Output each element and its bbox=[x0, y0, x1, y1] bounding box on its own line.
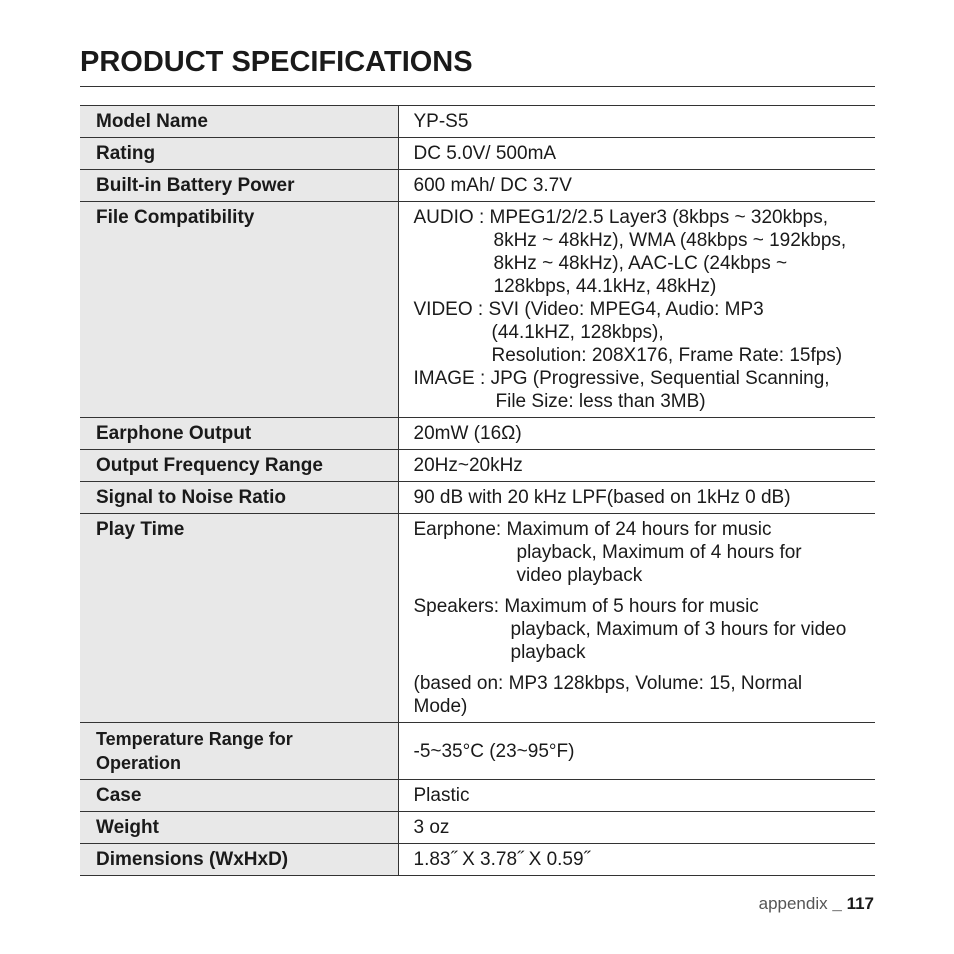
spec-label-weight: Weight bbox=[80, 812, 398, 844]
spec-value-earphone-output: 20mW (16Ω) bbox=[398, 418, 875, 450]
table-row bbox=[80, 138, 875, 170]
play-time-line: playback bbox=[510, 642, 586, 663]
page-footer bbox=[759, 894, 874, 914]
file-compat-line: IMAGE : JPG (Progressive, Sequential Scanning, bbox=[413, 368, 830, 389]
spec-value-file-compat bbox=[398, 202, 875, 418]
table-row bbox=[80, 202, 875, 418]
play-time-line: video playback bbox=[516, 565, 643, 586]
spec-value-rating: DC 5.0V/ 500mA bbox=[398, 138, 875, 170]
spec-label-model-name: Model Name bbox=[80, 106, 398, 138]
play-time-line: Mode) bbox=[413, 696, 468, 717]
file-compat-line: Resolution: 208X176, Frame Rate: 15fps) bbox=[491, 345, 843, 366]
table-row bbox=[80, 514, 875, 723]
file-compat-line: 128kbps, 44.1kHz, 48kHz) bbox=[493, 276, 717, 297]
title-divider bbox=[80, 86, 875, 87]
paragraph-gap bbox=[414, 664, 870, 672]
file-compat-line: (44.1kHZ, 128kbps), bbox=[491, 322, 664, 343]
spec-value-freq-range: 20Hz~20kHz bbox=[398, 450, 875, 482]
play-time-line: playback, Maximum of 4 hours for bbox=[516, 542, 802, 563]
spec-label-file-compat: File Compatibility bbox=[80, 202, 398, 418]
play-time-line: Earphone: Maximum of 24 hours for music bbox=[413, 519, 772, 540]
spec-label-rating: Rating bbox=[80, 138, 398, 170]
file-compat-line: AUDIO : MPEG1/2/2.5 Layer3 (8kbps ~ 320kbps, bbox=[413, 207, 829, 228]
spec-label-temperature bbox=[80, 723, 398, 780]
file-compat-line: File Size: less than 3MB) bbox=[495, 391, 706, 412]
temperature-label-line: Operation bbox=[96, 753, 182, 773]
spec-value-case: Plastic bbox=[398, 780, 875, 812]
file-compat-line: 8kHz ~ 48kHz), WMA (48kbps ~ 192kbps, bbox=[493, 230, 847, 251]
spec-label-play-time: Play Time bbox=[80, 514, 398, 723]
table-row bbox=[80, 812, 875, 844]
play-time-line: Speakers: Maximum of 5 hours for music bbox=[413, 596, 759, 617]
spec-label-snr: Signal to Noise Ratio bbox=[80, 482, 398, 514]
page-number: 117 bbox=[846, 894, 874, 913]
spec-value-dimensions: 1.83˝ X 3.78˝ X 0.59˝ bbox=[398, 844, 875, 876]
spec-value-temperature: -5~35°C (23~95°F) bbox=[398, 723, 875, 780]
spec-label-freq-range: Output Frequency Range bbox=[80, 450, 398, 482]
spec-value-battery: 600 mAh/ DC 3.7V bbox=[398, 170, 875, 202]
table-row bbox=[80, 450, 875, 482]
table-row bbox=[80, 418, 875, 450]
temperature-label-line: Temperature Range for bbox=[96, 729, 293, 749]
spec-label-dimensions: Dimensions (WxHxD) bbox=[80, 844, 398, 876]
play-time-line: playback, Maximum of 3 hours for video bbox=[510, 619, 847, 640]
spec-label-battery: Built-in Battery Power bbox=[80, 170, 398, 202]
spec-value-weight: 3 oz bbox=[398, 812, 875, 844]
spec-label-earphone-output: Earphone Output bbox=[80, 418, 398, 450]
table-row bbox=[80, 170, 875, 202]
spec-value-model-name: YP-S5 bbox=[398, 106, 875, 138]
table-row bbox=[80, 106, 875, 138]
footer-section: appendix bbox=[758, 894, 828, 913]
spec-value-play-time bbox=[398, 514, 875, 723]
spec-table bbox=[80, 105, 875, 876]
page-title: PRODUCT SPECIFICATIONS bbox=[80, 46, 473, 78]
file-compat-line: 8kHz ~ 48kHz), AAC-LC (24kbps ~ bbox=[493, 253, 788, 274]
file-compat-line: VIDEO : SVI (Video: MPEG4, Audio: MP3 bbox=[413, 299, 764, 320]
table-row bbox=[80, 723, 875, 780]
table-row bbox=[80, 780, 875, 812]
play-time-line: (based on: MP3 128kbps, Volume: 15, Normal bbox=[413, 673, 803, 694]
paragraph-gap bbox=[414, 587, 870, 595]
spec-label-case: Case bbox=[80, 780, 398, 812]
footer-separator: _ bbox=[832, 894, 842, 913]
table-row bbox=[80, 844, 875, 876]
spec-value-snr: 90 dB with 20 kHz LPF(based on 1kHz 0 dB) bbox=[398, 482, 875, 514]
table-row bbox=[80, 482, 875, 514]
